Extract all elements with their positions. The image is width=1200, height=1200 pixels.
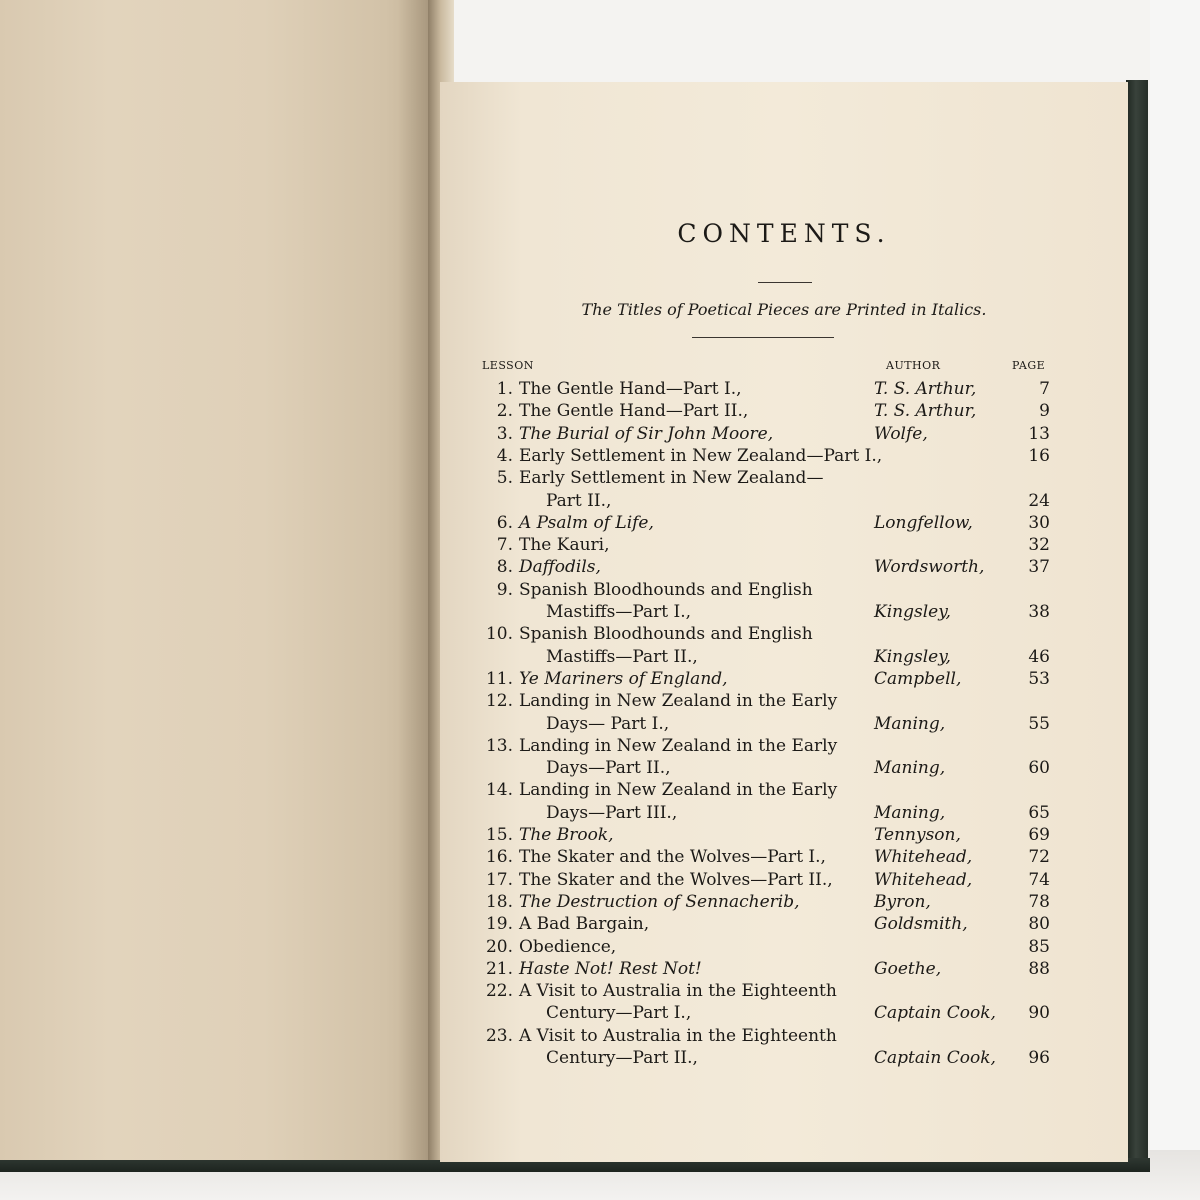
lesson-title: The Skater and the Wolves—Part II., <box>519 869 833 890</box>
lesson-number: 23. <box>485 1025 513 1046</box>
lesson-author: Longfellow, <box>874 512 973 533</box>
top-rule <box>758 282 812 283</box>
lesson-author: Goethe, <box>874 958 942 979</box>
toc-line <box>440 980 1128 1002</box>
lesson-number: 20. <box>485 936 513 957</box>
lesson-title: Days—Part III., <box>546 802 678 823</box>
lesson-title: Days—Part II., <box>546 758 671 779</box>
lesson-page: 24 <box>1028 490 1050 511</box>
lesson-title: Daffodils, <box>519 557 601 578</box>
lesson-page: 9 <box>1039 401 1050 422</box>
lesson-title: The Gentle Hand—Part II., <box>519 401 749 422</box>
lesson-title: Early Settlement in New Zealand— <box>519 468 824 489</box>
lesson-page: 37 <box>1028 557 1050 578</box>
toc-line <box>440 1047 1128 1069</box>
toc-line <box>440 757 1128 779</box>
lesson-page: 55 <box>1028 713 1050 734</box>
toc-line <box>440 534 1128 556</box>
lesson-number: 22. <box>485 981 513 1002</box>
lesson-author: Kingsley, <box>874 646 951 667</box>
lesson-title: A Visit to Australia in the Eighteenth <box>519 1025 837 1046</box>
lesson-author: Byron, <box>874 891 931 912</box>
lesson-title: Obedience, <box>519 936 617 957</box>
lesson-number: 16. <box>485 847 513 868</box>
toc-line <box>440 378 1128 400</box>
lesson-number: 12. <box>485 691 513 712</box>
lesson-title: Landing in New Zealand in the Early <box>519 735 838 756</box>
lesson-number: 1. <box>496 379 513 399</box>
lesson-title: Spanish Bloodhounds and English <box>519 624 813 645</box>
lesson-author: Maning, <box>874 758 946 779</box>
lesson-author: Goldsmith, <box>874 914 968 935</box>
lesson-page: 60 <box>1028 758 1050 779</box>
lesson-page: 74 <box>1028 869 1050 890</box>
lesson-number: 8. <box>496 557 513 578</box>
lesson-author: Wolfe, <box>874 423 928 444</box>
lesson-page: 78 <box>1028 891 1050 912</box>
toc-line <box>440 802 1128 824</box>
lesson-author: Tennyson, <box>874 825 961 845</box>
lesson-page: 85 <box>1028 936 1050 957</box>
lesson-title: Haste Not! Rest Not! <box>519 958 702 979</box>
lesson-author: Whitehead, <box>874 847 973 868</box>
page-title: CONTENTS. <box>677 219 891 248</box>
column-header-author: AUTHOR <box>886 359 941 372</box>
lesson-page: 69 <box>1028 825 1050 845</box>
lesson-number: 3. <box>496 423 513 444</box>
lesson-number: 15. <box>485 825 513 845</box>
lesson-page: 72 <box>1028 847 1050 868</box>
lesson-number: 17. <box>485 869 513 890</box>
toc-line <box>440 735 1128 757</box>
lesson-title: The Destruction of Sennacherib, <box>519 891 800 912</box>
lesson-title: Mastiffs—Part II., <box>546 646 698 667</box>
lesson-title: Mastiffs—Part I., <box>546 602 692 622</box>
toc-line <box>440 556 1128 578</box>
lesson-number: 4. <box>496 445 513 466</box>
toc-line <box>440 846 1128 868</box>
lesson-page: 32 <box>1028 535 1050 556</box>
lesson-page: 38 <box>1028 602 1050 622</box>
toc-line <box>440 869 1128 891</box>
table-surface <box>1150 0 1200 1200</box>
column-header-lesson: LESSON <box>482 359 534 372</box>
toc-line <box>440 467 1128 489</box>
mid-rule <box>692 337 834 338</box>
lesson-author: Maning, <box>874 802 946 823</box>
lesson-page: 96 <box>1028 1048 1050 1068</box>
lesson-author: Wordsworth, <box>874 557 985 578</box>
lesson-title: Ye Mariners of England, <box>519 668 728 689</box>
lesson-title: The Kauri, <box>519 535 610 556</box>
lesson-page: 7 <box>1039 379 1050 399</box>
lesson-number: 6. <box>496 512 513 533</box>
toc-line <box>440 601 1128 623</box>
toc-line <box>440 824 1128 846</box>
lesson-number: 21. <box>485 958 513 979</box>
lesson-number: 19. <box>485 914 513 935</box>
lesson-author: Campbell, <box>874 668 962 689</box>
lesson-author: Whitehead, <box>874 869 973 890</box>
lesson-page: 88 <box>1028 958 1050 979</box>
lesson-title: Landing in New Zealand in the Early <box>519 780 838 801</box>
lesson-number: 7. <box>496 535 513 556</box>
lesson-page: 13 <box>1028 423 1050 444</box>
toc-line <box>440 1025 1128 1047</box>
toc-line <box>440 445 1128 467</box>
lesson-number: 14. <box>485 780 513 801</box>
lesson-page: 30 <box>1028 512 1050 533</box>
toc-line <box>440 512 1128 534</box>
toc-line <box>440 400 1128 422</box>
lesson-title: The Skater and the Wolves—Part I., <box>519 847 826 868</box>
toc-line <box>440 913 1128 935</box>
toc-line <box>440 623 1128 645</box>
toc-line <box>440 936 1128 958</box>
lesson-title: Century—Part II., <box>546 1048 698 1068</box>
lesson-title: A Bad Bargain, <box>519 914 650 935</box>
lesson-author: Captain Cook, <box>874 1003 996 1024</box>
left-page <box>0 0 438 1160</box>
toc-line <box>440 423 1128 445</box>
lesson-author: Kingsley, <box>874 602 951 622</box>
lesson-title: Landing in New Zealand in the Early <box>519 691 838 712</box>
toc-line <box>440 646 1128 668</box>
lesson-number: 10. <box>485 624 513 645</box>
toc-line <box>440 713 1128 735</box>
toc-line <box>440 779 1128 801</box>
lesson-page: 65 <box>1028 802 1050 823</box>
lesson-title: Days— Part I., <box>546 713 670 734</box>
lesson-author: Maning, <box>874 713 946 734</box>
lesson-title: The Burial of Sir John Moore, <box>519 423 774 444</box>
lesson-number: 13. <box>485 735 513 756</box>
toc-line <box>440 579 1128 601</box>
toc-line <box>440 958 1128 980</box>
lesson-page: 46 <box>1028 646 1050 667</box>
lesson-page: 16 <box>1028 445 1050 466</box>
column-header-page: PAGE <box>1012 359 1046 372</box>
lesson-page: 90 <box>1028 1003 1050 1024</box>
lesson-author: Captain Cook, <box>874 1048 996 1068</box>
lesson-title: The Gentle Hand—Part I., <box>519 379 742 399</box>
lesson-number: 9. <box>496 579 513 600</box>
lesson-title: A Visit to Australia in the Eighteenth <box>519 981 837 1002</box>
toc-line <box>440 891 1128 913</box>
lesson-title: Century—Part I., <box>546 1003 692 1024</box>
toc-line <box>440 690 1128 712</box>
lesson-author: T. S. Arthur, <box>874 401 977 422</box>
toc-line <box>440 490 1128 512</box>
toc-line <box>440 1002 1128 1024</box>
lesson-title: The Brook, <box>519 825 614 845</box>
lesson-number: 2. <box>496 401 513 422</box>
lesson-title: Early Settlement in New Zealand—Part I., <box>519 445 883 466</box>
lesson-number: 18. <box>485 891 513 912</box>
lesson-page: 80 <box>1028 914 1050 935</box>
subtitle: The Titles of Poetical Pieces are Printed in Italics. <box>581 300 987 319</box>
lesson-number: 5. <box>496 468 513 489</box>
toc-line <box>440 668 1128 690</box>
lesson-number: 11. <box>485 668 513 689</box>
book-cover-edge <box>1126 80 1148 1170</box>
lesson-author: T. S. Arthur, <box>874 379 977 399</box>
lesson-page: 53 <box>1028 668 1050 689</box>
lesson-title: Spanish Bloodhounds and English <box>519 579 813 600</box>
contents-page <box>440 82 1128 1162</box>
lesson-title: A Psalm of Life, <box>519 512 654 533</box>
lesson-title: Part II., <box>546 490 612 511</box>
